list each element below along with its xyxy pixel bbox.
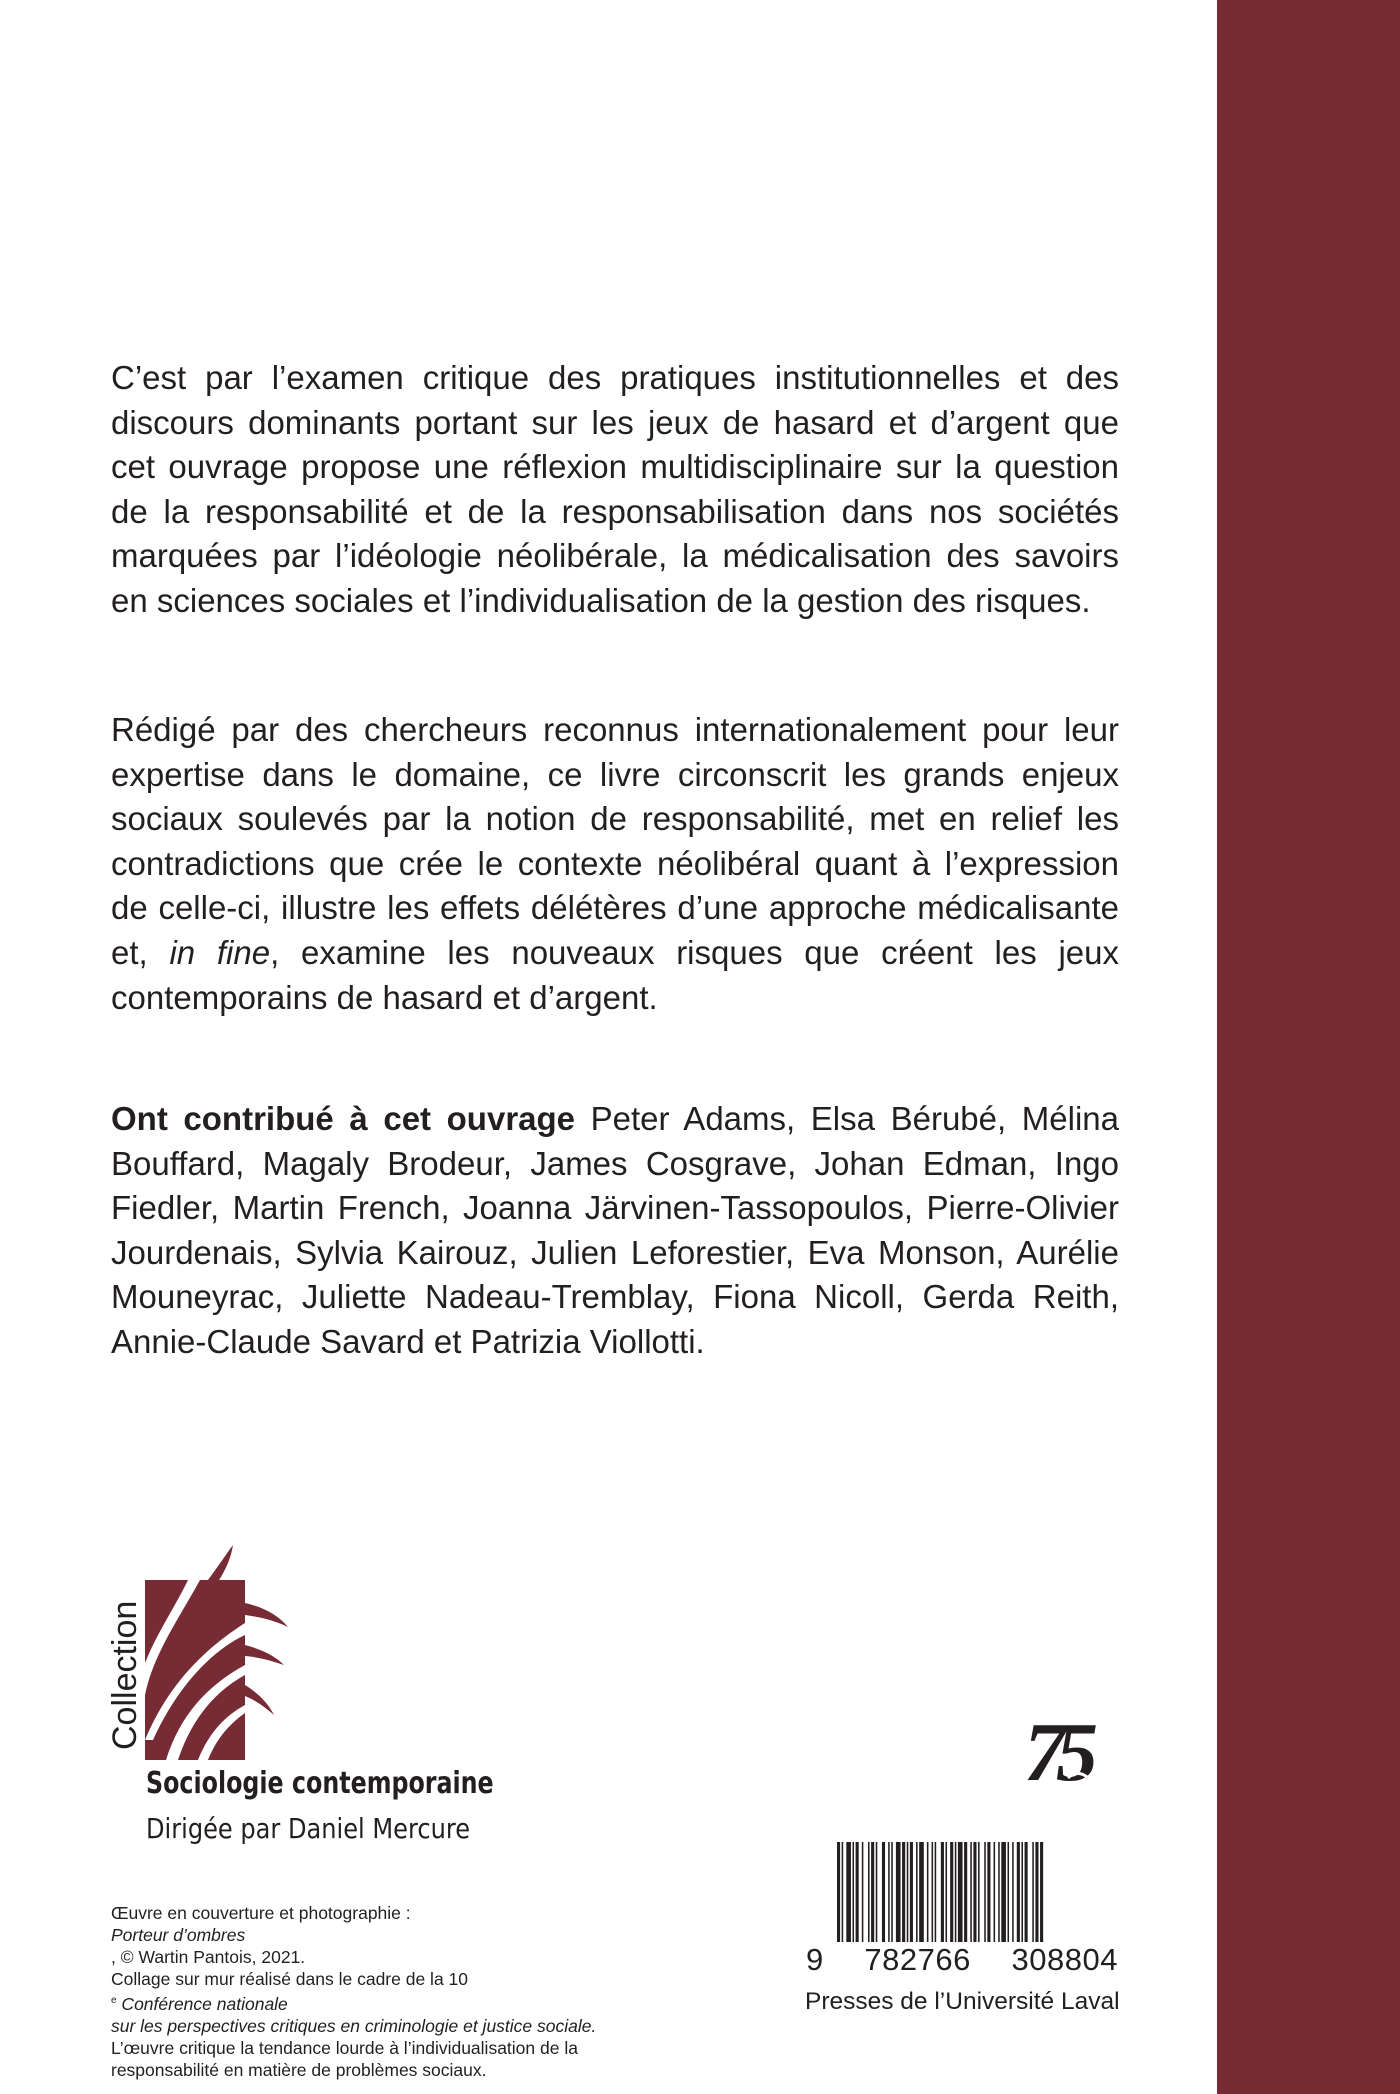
- series-director: Dirigée par Daniel Mercure: [146, 1812, 471, 1845]
- barcode-bar: [984, 1842, 986, 1942]
- isbn-number: [806, 1942, 1118, 1978]
- barcode-bar: [837, 1842, 840, 1942]
- barcode-bar: [1001, 1842, 1006, 1942]
- barcode-bar: [987, 1842, 990, 1942]
- barcode-bar: [970, 1842, 972, 1942]
- conference-name-start: Conférence nationale: [116, 1993, 288, 2014]
- barcode-bar: [876, 1842, 878, 1942]
- anniversary-number: 75: [1024, 1708, 1088, 1792]
- anniversary-75-logo: [1022, 1708, 1122, 1792]
- barcode-bar: [919, 1842, 924, 1942]
- barcode-bar: [871, 1842, 874, 1942]
- barcode-bar: [1035, 1842, 1038, 1942]
- barcode-bar: [902, 1842, 905, 1942]
- barcode-bar: [862, 1842, 864, 1942]
- barcode-bar: [927, 1842, 929, 1942]
- barcode-bar: [955, 1842, 957, 1942]
- barcode-bar: [1032, 1842, 1034, 1942]
- barcode-bar: [973, 1842, 976, 1942]
- barcode-bar: [941, 1842, 944, 1942]
- contributors-list: Peter Adams, Elsa Bérubé, Mélina Bouffard, Magaly Brodeur, James Cosgrave, Johan Edman, Ingo Fiedler, Martin French, Joanna Järvinen-Tassopoulos, Pierre-Olivier Jourdenais, Sylvia Kairouz, Julien Leforestier, Eva Monson, Aurélie Mouneyrac, Juliette Nadeau-Tremblay, Fiona Nicoll, Gerda Reith, Annie-Claude Savard et Patrizia Viollotti.: [111, 1100, 1120, 1360]
- series-title: Sociologie contemporaine: [146, 1766, 494, 1801]
- cover-credits: [111, 1902, 811, 2081]
- barcode-bar: [1008, 1842, 1010, 1942]
- isbn-group-2: 308804: [1011, 1942, 1118, 1977]
- barcode-bar: [882, 1842, 885, 1942]
- conference-name-end: sur les perspectives critiques en criminologie et justice sociale.: [111, 2015, 597, 2036]
- barcode-bar: [907, 1842, 909, 1942]
- barcode-bar: [932, 1842, 934, 1942]
- barcode-bar: [935, 1842, 937, 1942]
- barcode-bar: [1012, 1842, 1014, 1942]
- barcode-bar: [891, 1842, 893, 1942]
- contributors-paragraph: [111, 1097, 1119, 1365]
- credits-line-5: responsabilité en matière de problèmes sociaux.: [111, 2059, 487, 2080]
- barcode-bar: [856, 1842, 859, 1942]
- summary-paragraph-2: [111, 708, 1119, 1020]
- barcode-bar: [946, 1842, 948, 1942]
- barcode-bar: [916, 1842, 918, 1942]
- collection-label: Collection: [106, 1600, 144, 1750]
- barcode-bar: [994, 1842, 996, 1942]
- barcode-bar: [868, 1842, 870, 1942]
- barcode-bar: [888, 1842, 890, 1942]
- summary-paragraph-2-emphasis: in fine: [169, 933, 271, 971]
- barcode-bar: [853, 1842, 855, 1942]
- barcode-bar: [910, 1842, 913, 1942]
- credits-line-2: [111, 1968, 811, 2015]
- credits-ordinal: e: [111, 1995, 117, 2006]
- summary-paragraph-1: C’est par l’examen critique des pratiques institutionnelles et des discours dominants portant sur les jeux de hasard et d’argent que cet ouvrage propose une réflexion multidisciplinaire sur la question de la responsabilité et de la responsabilisation dans nos sociétés marquées par l’idéologie néolibérale, la médicalisation des savoirs en sciences sociales et l’individualisation de la gestion des risques.: [111, 359, 1119, 619]
- barcode-bar: [1040, 1842, 1043, 1942]
- barcode-bar: [998, 1842, 1000, 1942]
- isbn-lead-digit: 9: [806, 1942, 824, 1977]
- summary-paragraph-2-end: , examine les nouveaux risques que créent les jeux contemporains de hasard et d’argent.: [111, 933, 1120, 1016]
- credits-line-1-end: , © Wartin Pantois, 2021.: [111, 1947, 306, 1967]
- credits-line-2-text: Collage sur mur réalisé dans le cadre de la 10: [111, 1969, 468, 1989]
- barcode-bar: [950, 1842, 953, 1942]
- barcode-bar: [1025, 1842, 1028, 1942]
- spine-band: [1217, 0, 1400, 2094]
- credits-line-1: [111, 1902, 811, 1968]
- barcode-bar: [1021, 1842, 1023, 1942]
- barcode-bar: [978, 1842, 980, 1942]
- barcode-bar: [964, 1842, 967, 1942]
- credits-line-4: L’œuvre critique la tendance lourde à l’individualisation de la: [111, 2037, 578, 2058]
- barcode-bar: [1017, 1842, 1020, 1942]
- isbn-barcode: [837, 1842, 1120, 1942]
- credits-line-3: [111, 2015, 811, 2037]
- barcode-bar: [958, 1842, 963, 1942]
- summary-paragraph-2-start: Rédigé par des chercheurs reconnus internationalement pour leur expertise dans le domaine, ce livre circonscrit les grands enjeux sociaux soulevés par la notion de responsabilité, met en relief les contradictions que crée le contexte néolibéral quant à l’expression de celle-ci, illustre les effets délétères d’une approche médicalisante et,: [111, 711, 1119, 971]
- barcode-bar: [896, 1842, 901, 1942]
- publisher-name: Presses de l’Université Laval: [805, 1988, 1120, 2015]
- isbn-group-1: 782766: [864, 1942, 971, 1977]
- barcode-bar: [846, 1842, 851, 1942]
- barcode-bar: [842, 1842, 844, 1942]
- credits-line-1-text: Œuvre en couverture et photographie :: [111, 1903, 411, 1923]
- artwork-title: Porteur d’ombres: [111, 1925, 246, 1945]
- contributors-label: Ont contribué à cet ouvrage: [111, 1100, 576, 1137]
